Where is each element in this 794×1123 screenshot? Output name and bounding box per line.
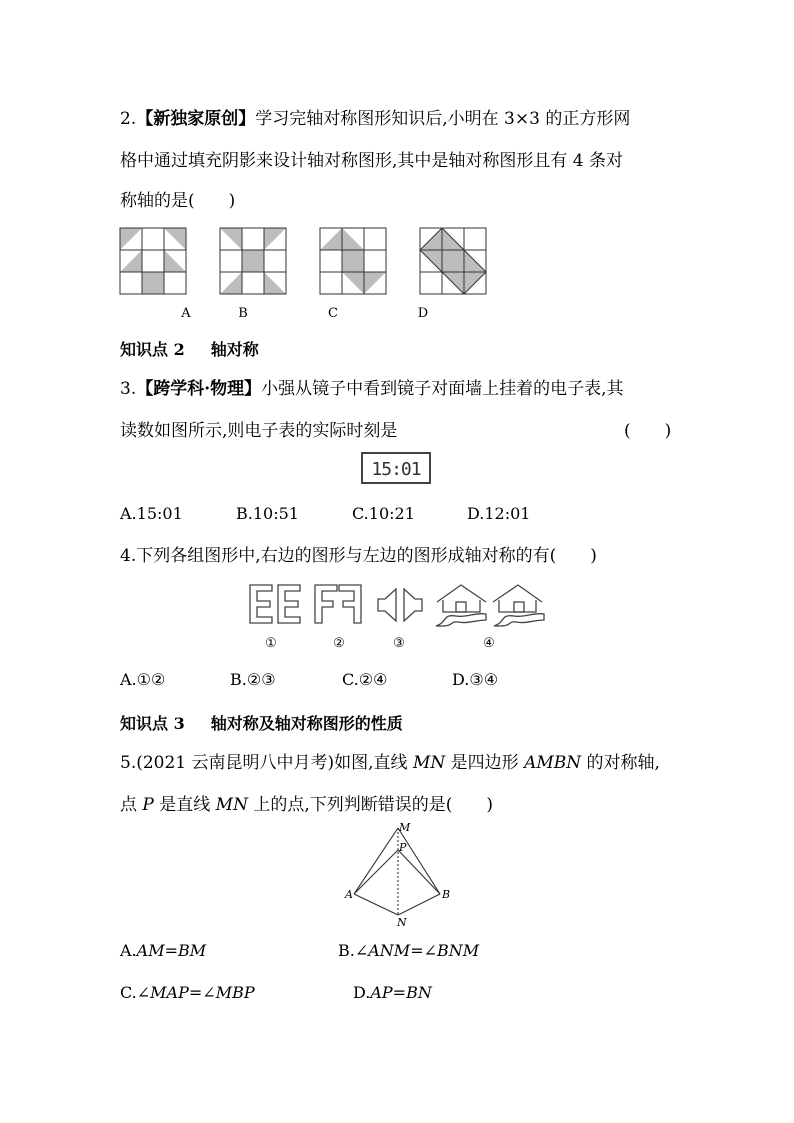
q2-line3: 称轴的是( ) [120, 191, 236, 211]
q3-line2: 读数如图所示,则电子表的实际时刻是 [120, 421, 398, 441]
q2-line1 [120, 108, 630, 130]
section-3-label: 知识点 3 [120, 714, 185, 733]
point-label-p: P [399, 841, 407, 854]
point-label-a: A [345, 888, 353, 901]
q4-label-1: ① [265, 636, 277, 651]
q3-number: 3. [120, 379, 137, 399]
q4-label-4: ④ [483, 636, 495, 651]
caption-a: A [181, 306, 191, 321]
q5-line1-pre: 5.(2021 云南昆明八中月考)如图,直线 [120, 753, 413, 773]
q5-option-c-letter: C. [120, 983, 137, 1002]
mirror-clock-figure [361, 452, 431, 484]
q5-line1-post: 的对称轴, [581, 753, 660, 773]
q5-option-d [353, 983, 432, 1003]
q3-answer-paren: ( ) [624, 421, 672, 441]
q3-option-d: D.12:01 [467, 504, 531, 523]
section-2-label: 知识点 2 [120, 340, 185, 359]
q5-option-a [120, 941, 206, 961]
q4-option-c: C.②④ [342, 670, 388, 689]
q5-line2-mid: 是直线 [153, 795, 216, 815]
point-label-b: B [442, 888, 451, 901]
q3-line1-text: 小强从镜子中看到镜子对面墙上挂着的电子表,其 [261, 379, 624, 399]
q5-option-d-letter: D. [353, 983, 371, 1002]
q4-figure-3-speakers [376, 587, 424, 623]
caption-d: D [417, 306, 429, 321]
q3-option-c: C.10:21 [352, 504, 415, 523]
q5-line2-mn: MN [215, 795, 248, 815]
q3-option-a: A.15:01 [120, 504, 183, 523]
grid-figure-c [320, 228, 386, 294]
q5-line2-pre: 点 [120, 795, 143, 815]
grid-figure-d [420, 228, 486, 294]
q3-option-b: B.10:51 [236, 504, 299, 523]
caption-c: C [328, 306, 338, 321]
clock-reading: 15:01 [371, 459, 421, 480]
q3-line1 [120, 378, 624, 400]
q5-line1-ambn: AMBN [524, 753, 582, 773]
q5-line2-p: P [142, 795, 154, 815]
q4-option-a: A.①② [120, 670, 166, 689]
q5-option-d-expr: AP=BN [370, 983, 432, 1002]
q2-tag: 【新独家原创】 [136, 109, 256, 129]
q5-line1-mn: MN [412, 753, 446, 773]
q4-option-b: B.②③ [230, 670, 276, 689]
q5-option-c-expr: ∠MAP=∠MBP [136, 983, 255, 1002]
point-label-n: N [397, 916, 407, 929]
quadrilateral-ambn-figure [340, 822, 460, 930]
q4-figure-2-ff [313, 583, 365, 625]
section-2-title: 轴对称 [210, 340, 259, 359]
q5-line2 [120, 794, 493, 816]
q5-line2-post: 上的点,下列判断错误的是( ) [247, 795, 494, 815]
section-2-heading [120, 337, 259, 360]
q5-option-c [120, 983, 255, 1003]
caption-b: B [238, 306, 248, 321]
q3-tag: 【跨学科·物理】 [136, 379, 262, 399]
q5-option-b-letter: B. [338, 941, 355, 960]
grid-figure-a [120, 228, 186, 294]
section-3-heading [120, 711, 403, 734]
q4-label-2: ② [333, 636, 345, 651]
q4-option-d: D.③④ [452, 670, 499, 689]
q5-option-b-expr: ∠ANM=∠BNM [354, 941, 480, 960]
q2-line1-text: 学习完轴对称图形知识后,小明在 3×3 的正方形网 [255, 109, 631, 129]
q2-number: 2. [120, 109, 137, 129]
q4-label-3: ③ [393, 636, 405, 651]
q4-line1: 4.下列各组图形中,右边的图形与左边的图形成轴对称的有( ) [120, 546, 597, 566]
q5-line1 [120, 752, 660, 774]
point-label-m: M [399, 821, 411, 834]
section-3-title: 轴对称及轴对称图形的性质 [210, 714, 403, 733]
q4-figure-1-ee [248, 583, 304, 625]
q4-figure-4-houses [434, 580, 546, 628]
grid-figure-b [220, 228, 286, 294]
q5-option-b [338, 941, 479, 961]
q5-option-a-letter: A. [120, 941, 137, 960]
q2-line2: 格中通过填充阴影来设计轴对称图形,其中是轴对称图形且有 4 条对 [120, 151, 624, 171]
q5-option-a-expr: AM=BM [136, 941, 207, 960]
q5-line1-mid: 是四边形 [445, 753, 525, 773]
